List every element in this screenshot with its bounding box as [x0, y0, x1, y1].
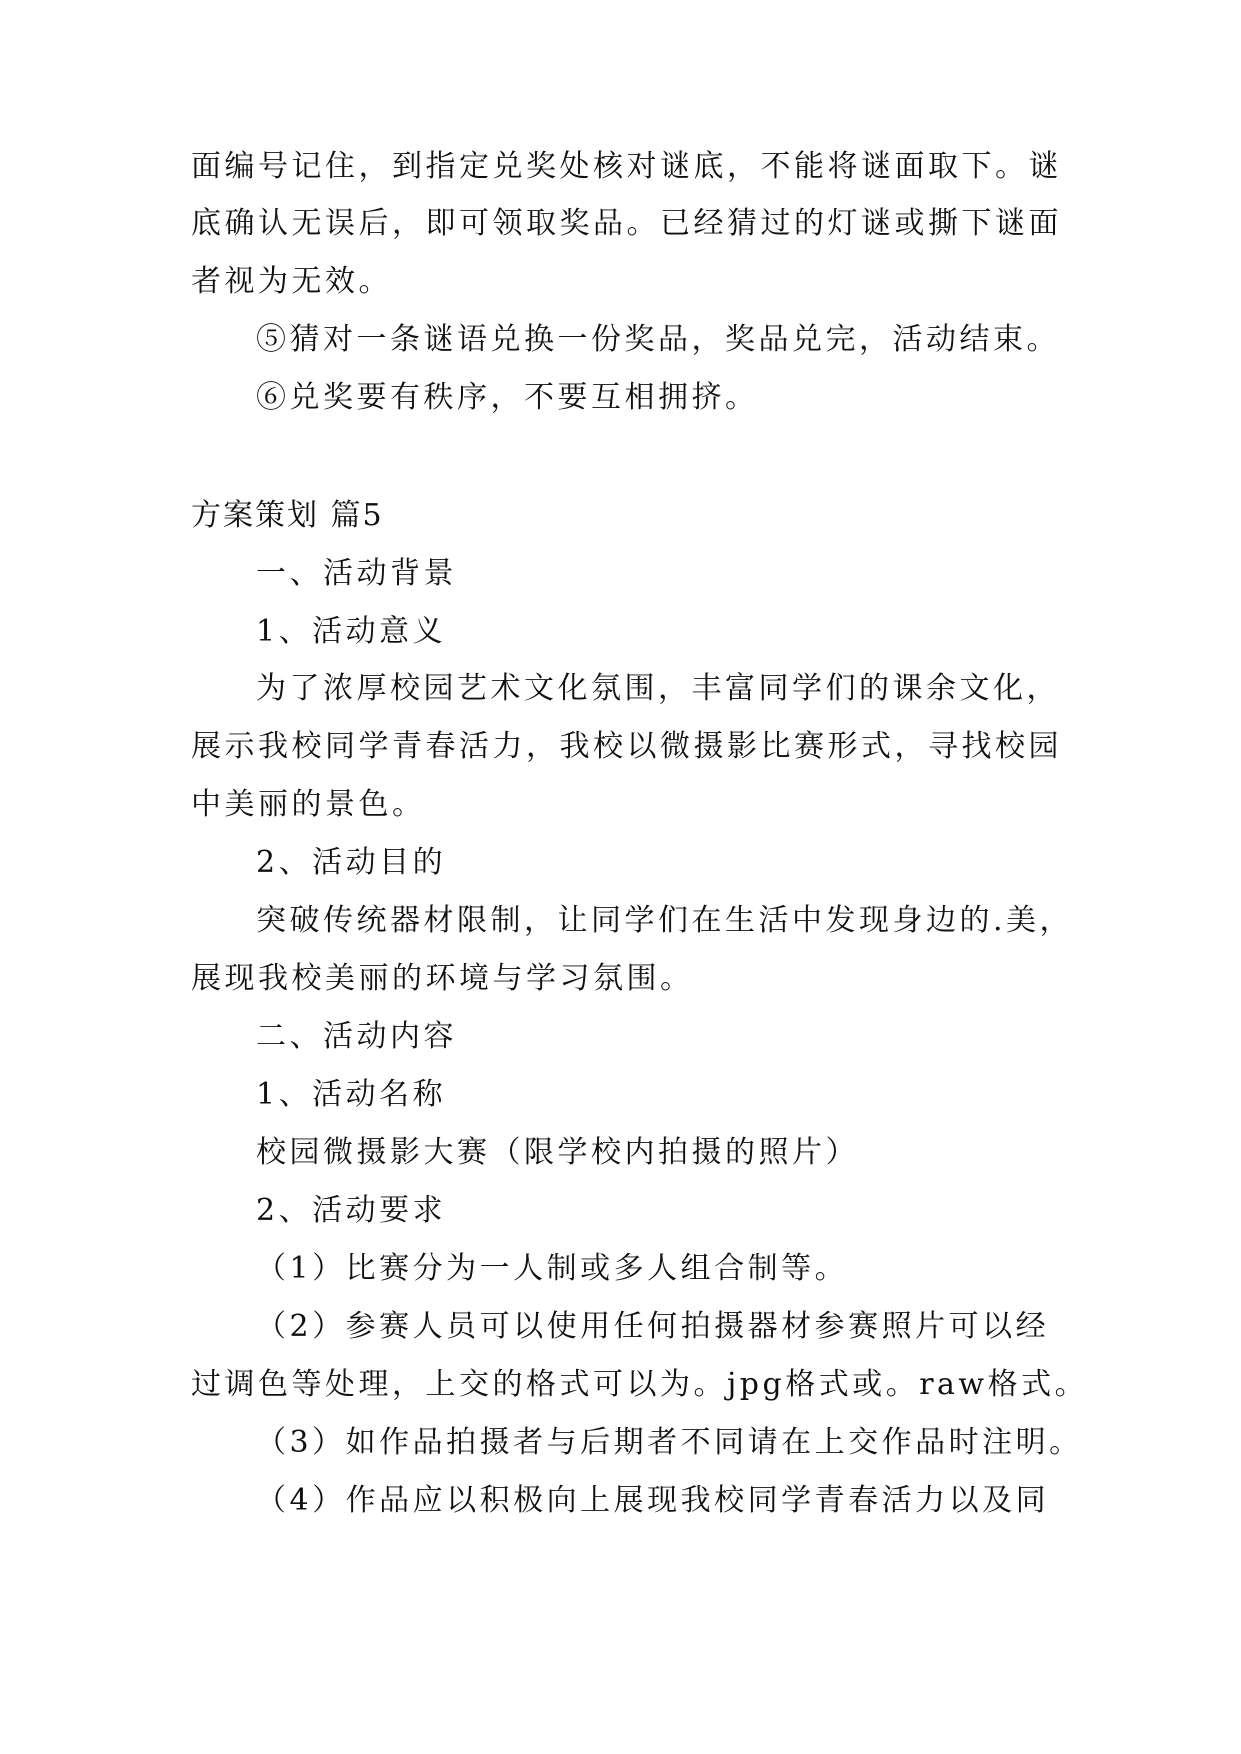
subheading: 1、活动意义 [256, 614, 447, 649]
text-line: 中美丽的景色。 [191, 787, 426, 822]
text-line: 者视为无效。 [191, 264, 392, 299]
list-item: （1）比赛分为一人制或多人组合制等。 [256, 1251, 849, 1286]
text-line: 展现我校美丽的环境与学习氛围。 [191, 961, 694, 996]
text-line: 突破传统器材限制，让同学们在生活中发现身边的.美， [256, 903, 1074, 938]
subheading: 2、活动要求 [256, 1193, 447, 1228]
subheading: 二、活动内容 [256, 1019, 457, 1054]
text-line: 底确认无误后，即可领取奖品。已经猜过的灯谜或撕下谜面 [191, 206, 1062, 241]
section-title: 方案策划 篇5 [191, 498, 384, 533]
text-line: 面编号记住，到指定兑奖处核对谜底，不能将谜面取下。谜 [191, 149, 1062, 184]
list-item: （3）如作品拍摄者与后期者不同请在上交作品时注明。 [256, 1425, 1083, 1460]
text-line: 校园微摄影大赛（限学校内拍摄的照片） [256, 1135, 859, 1170]
subheading: 1、活动名称 [256, 1077, 447, 1112]
text-line: 为了浓厚校园艺术文化氛围，丰富同学们的课余文化， [256, 671, 1060, 706]
list-item: （4）作品应以积极向上展现我校同学青春活力以及同 [256, 1483, 1050, 1518]
list-item: ⑤猜对一条谜语兑换一份奖品，奖品兑完，活动结束。 [256, 322, 1060, 357]
list-item: （2）参赛人员可以使用任何拍摄器材参赛照片可以经 [256, 1309, 1050, 1344]
subheading: 一、活动背景 [256, 556, 457, 591]
text-line: 展示我校同学青春活力，我校以微摄影比赛形式，寻找校园 [191, 729, 1062, 764]
text-line: 过调色等处理，上交的格式可以为。jpg格式或。raw格式。 [191, 1367, 1089, 1402]
list-item: ⑥兑奖要有秩序，不要互相拥挤。 [256, 380, 759, 415]
subheading: 2、活动目的 [256, 845, 447, 880]
